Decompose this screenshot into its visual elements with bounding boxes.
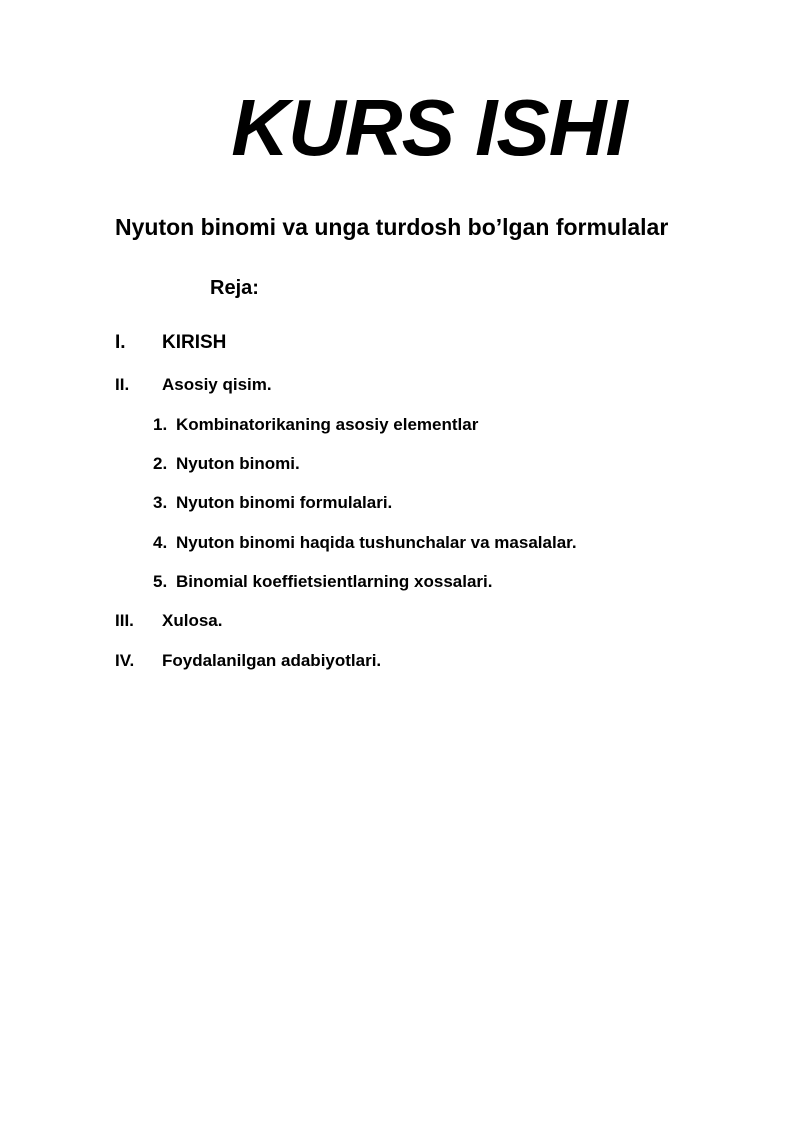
outline-text: Nyuton binomi haqida tushunchalar va masalalar. bbox=[176, 533, 577, 552]
outline-marker: III. bbox=[115, 611, 134, 630]
outline-marker: 5. bbox=[153, 572, 168, 591]
outline-marker: I. bbox=[115, 332, 126, 353]
outline-marker: 4. bbox=[153, 533, 168, 552]
outline-text: Foydalanilgan adabiyotlari. bbox=[162, 651, 382, 670]
document-subtitle: Nyuton binomi va unga turdosh bo’lgan formulalar bbox=[115, 214, 669, 240]
outline-text: Nyuton binomi formulalari. bbox=[176, 493, 393, 512]
plan-heading: Reja: bbox=[210, 277, 259, 299]
outline-marker: 2. bbox=[153, 454, 168, 473]
outline-text: Binomial koeffietsientlarning xossalari. bbox=[176, 572, 493, 591]
outline-text: Kombinatorikaning asosiy elementlar bbox=[176, 415, 479, 434]
outline-text: KIRISH bbox=[162, 332, 227, 353]
document-title: KURS ISHI bbox=[231, 83, 627, 172]
outline-text: Nyuton binomi. bbox=[176, 454, 300, 473]
outline-marker: II. bbox=[115, 375, 130, 394]
outline-text: Asosiy qisim. bbox=[162, 375, 272, 394]
outline-marker: 3. bbox=[153, 493, 168, 512]
outline-text: Xulosa. bbox=[162, 611, 223, 630]
outline-marker: 1. bbox=[153, 415, 168, 434]
outline-marker: IV. bbox=[115, 651, 135, 670]
